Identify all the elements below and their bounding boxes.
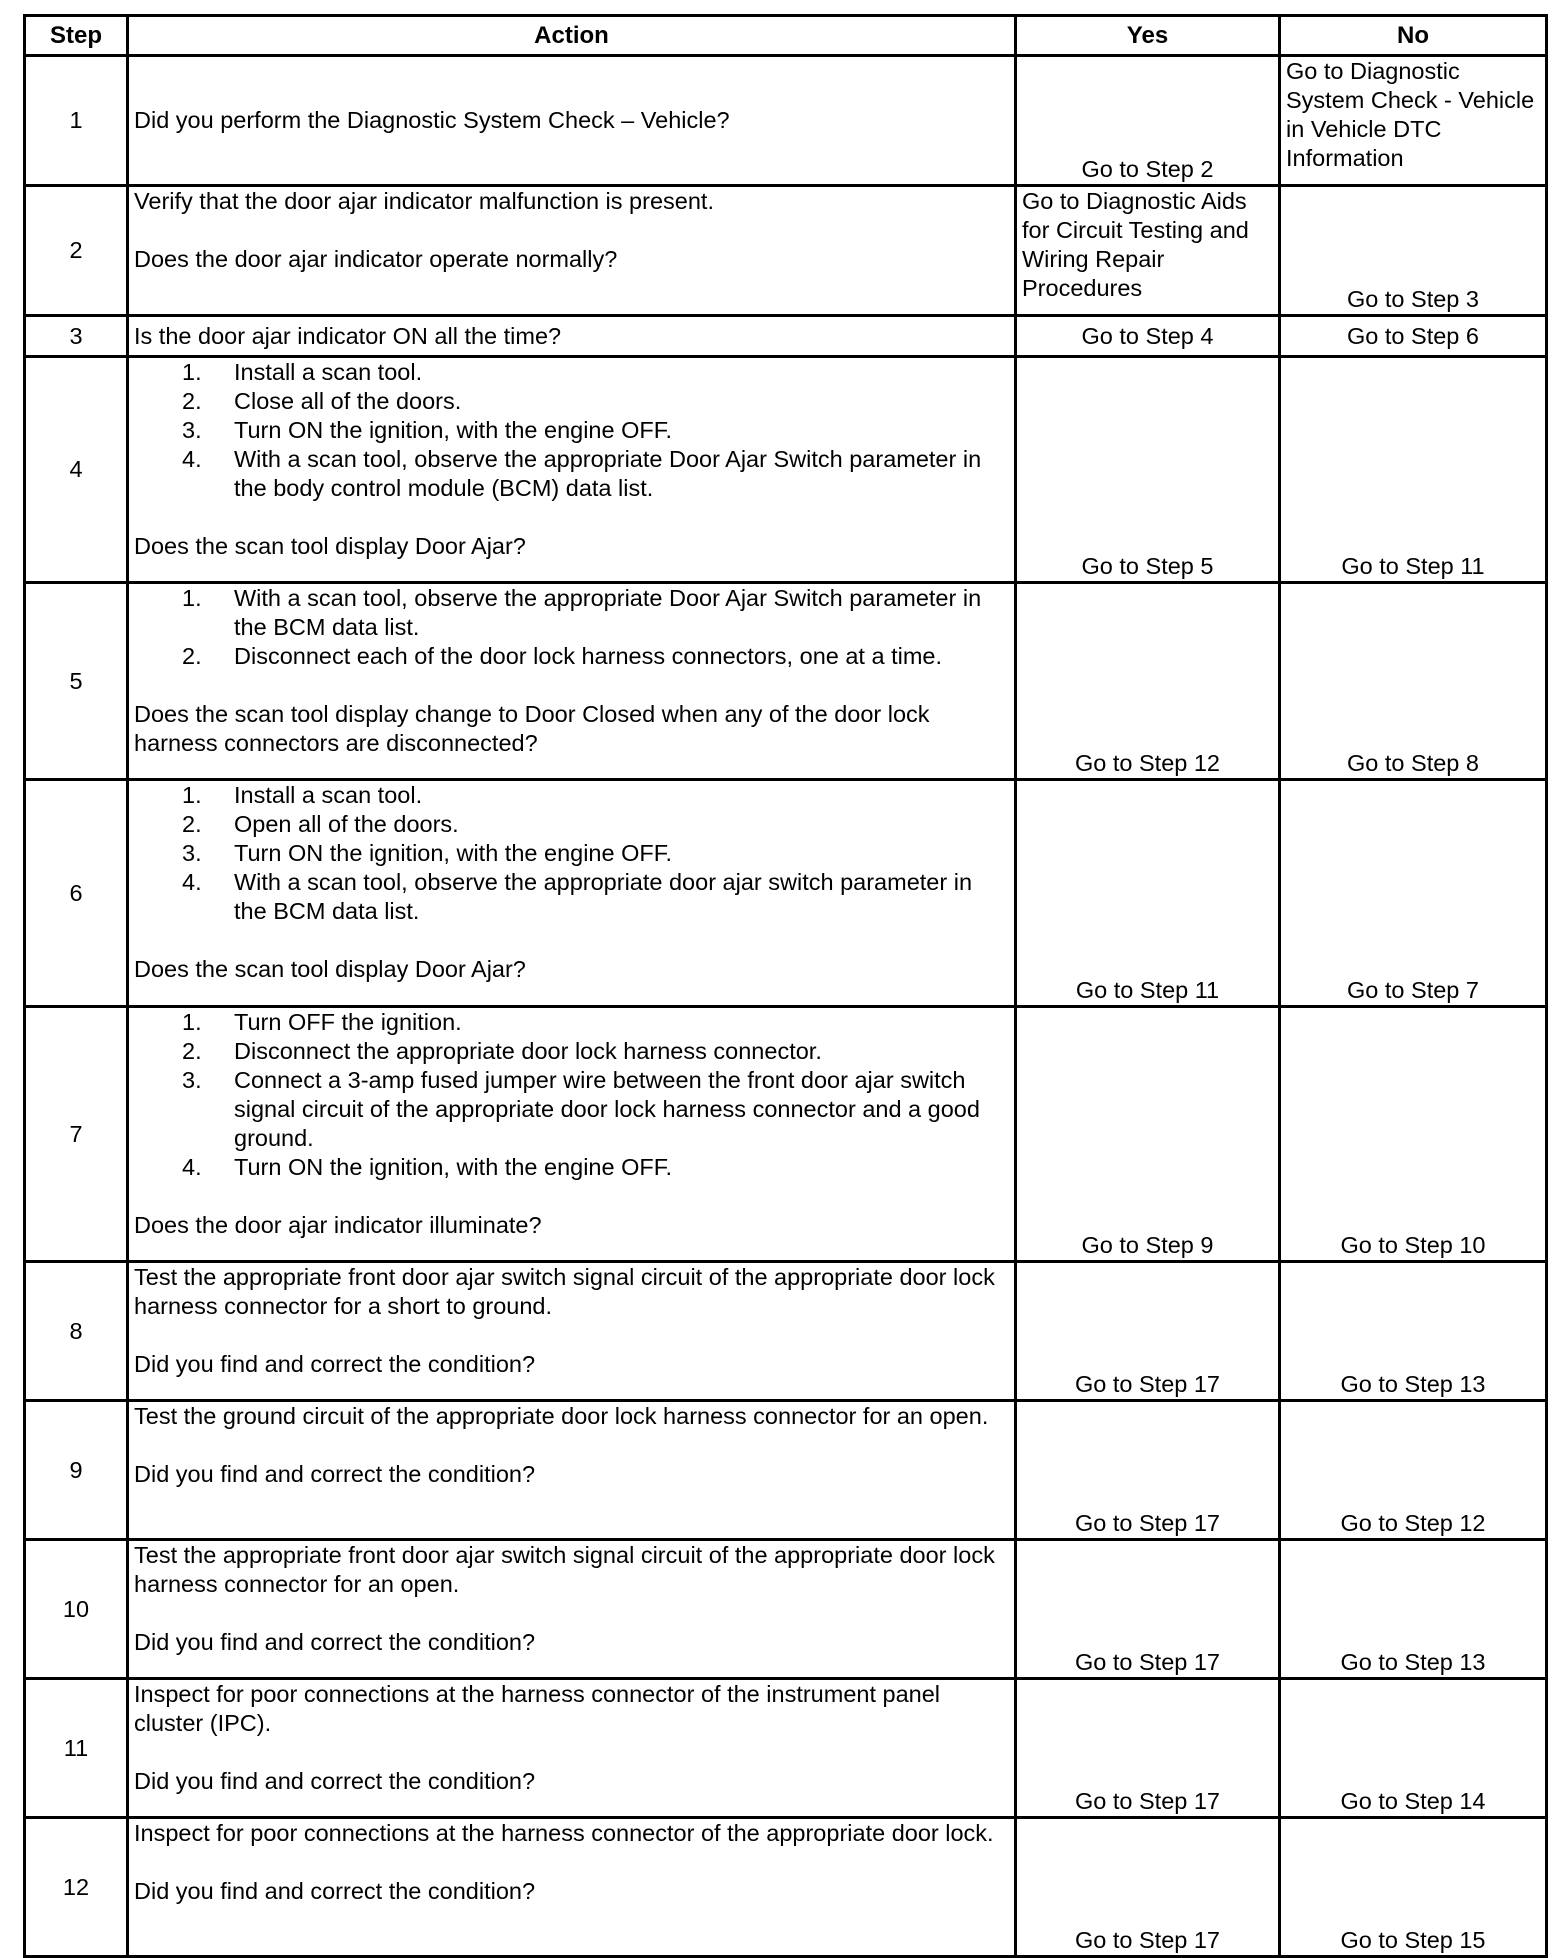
- list-item: 1. Install a scan tool.: [182, 359, 423, 385]
- action-cell: [128, 1262, 1016, 1401]
- yes-cell: Go to Diagnostic Aids for Circuit Testing and Wiring Repair Procedures: [1016, 186, 1280, 316]
- action-question: Does the scan tool display Door Ajar?: [134, 956, 526, 982]
- no-cell: Go to Step 13: [1280, 1262, 1547, 1401]
- list-item: 4. With a scan tool, observe the appropriate door ajar switch parameter in the BCM data list.: [182, 869, 973, 924]
- action-question: Did you find and correct the condition?: [134, 1878, 536, 1904]
- list-item: 3. Turn ON the ignition, with the engine OFF.: [182, 840, 673, 866]
- action-cell: [128, 1818, 1016, 1957]
- action-intro: Test the appropriate front door ajar switch signal circuit of the appropriate door lock harness connector for a short to ground.: [134, 1264, 995, 1319]
- no-cell: Go to Step 11: [1280, 357, 1547, 583]
- action-cell: [128, 1007, 1016, 1262]
- action-cell: [128, 780, 1016, 1007]
- list-item: 2. Disconnect each of the door lock harness connectors, one at a time.: [182, 643, 943, 669]
- step-number: 11: [25, 1679, 128, 1818]
- action-intro: Inspect for poor connections at the harness connector of the instrument panel cluster (IPC).: [134, 1681, 941, 1736]
- yes-cell: Go to Step 2: [1016, 56, 1280, 186]
- action-cell: [128, 56, 1016, 186]
- action-question: Does the door ajar indicator operate normally?: [134, 246, 618, 272]
- action-question: Did you find and correct the condition?: [134, 1461, 536, 1487]
- yes-cell: Go to Step 17: [1016, 1262, 1280, 1401]
- action-cell: [128, 186, 1016, 316]
- action-question: Does the scan tool display Door Ajar?: [134, 533, 526, 559]
- step-number: 12: [25, 1818, 128, 1957]
- list-item: 1. Install a scan tool.: [182, 782, 423, 808]
- step-number: 3: [25, 316, 128, 357]
- diagnostic-table: [23, 14, 1548, 1958]
- action-question: Does the scan tool display change to Door Closed when any of the door lock harness connectors are disconnected?: [134, 701, 930, 756]
- table-row: [25, 56, 1547, 186]
- action-question: Is the door ajar indicator ON all the time?: [134, 322, 562, 349]
- table-row: [25, 357, 1547, 583]
- step-number: 9: [25, 1401, 128, 1540]
- action-cell: [128, 1540, 1016, 1679]
- table-row: [25, 583, 1547, 780]
- yes-cell: Go to Step 11: [1016, 780, 1280, 1007]
- yes-cell: Go to Step 17: [1016, 1540, 1280, 1679]
- header-yes: Yes: [1016, 16, 1280, 56]
- yes-cell: Go to Step 4: [1016, 316, 1280, 357]
- step-number: 1: [25, 56, 128, 186]
- table-row: [25, 780, 1547, 1007]
- action-intro: Test the appropriate front door ajar switch signal circuit of the appropriate door lock harness connector for an open.: [134, 1542, 995, 1597]
- action-intro: Test the ground circuit of the appropriate door lock harness connector for an open.: [134, 1403, 989, 1429]
- action-question: Did you perform the Diagnostic System Check – Vehicle?: [134, 107, 730, 133]
- step-number: 10: [25, 1540, 128, 1679]
- yes-cell: Go to Step 5: [1016, 357, 1280, 583]
- action-steps: [134, 1008, 1009, 1182]
- table-row: [25, 1540, 1547, 1679]
- action-cell: [128, 1679, 1016, 1818]
- action-cell: [128, 1401, 1016, 1540]
- step-number: 2: [25, 186, 128, 316]
- table-row: [25, 1262, 1547, 1401]
- header-no: No: [1280, 16, 1547, 56]
- list-item: 4. Turn ON the ignition, with the engine OFF.: [182, 1154, 673, 1180]
- table-row: [25, 316, 1547, 357]
- list-item: 3. Turn ON the ignition, with the engine OFF.: [182, 417, 673, 443]
- action-steps: [134, 358, 1009, 503]
- action-steps: [134, 584, 1009, 671]
- action-intro: Verify that the door ajar indicator malfunction is present.: [134, 188, 714, 214]
- action-cell: [128, 357, 1016, 583]
- step-number: 6: [25, 780, 128, 1007]
- list-item: 2. Disconnect the appropriate door lock harness connector.: [182, 1038, 822, 1064]
- step-number: 7: [25, 1007, 128, 1262]
- yes-cell: Go to Step 17: [1016, 1401, 1280, 1540]
- table-row: [25, 186, 1547, 316]
- action-steps: [134, 781, 1009, 926]
- list-item: 4. With a scan tool, observe the appropriate Door Ajar Switch parameter in the body control module (BCM) data list.: [182, 446, 982, 501]
- no-cell: Go to Step 15: [1280, 1818, 1547, 1957]
- no-cell: Go to Diagnostic System Check - Vehicle in Vehicle DTC Information: [1280, 56, 1547, 186]
- action-question: Does the door ajar indicator illuminate?: [134, 1212, 542, 1238]
- no-cell: Go to Step 13: [1280, 1540, 1547, 1679]
- no-cell: Go to Step 10: [1280, 1007, 1547, 1262]
- no-cell: Go to Step 3: [1280, 186, 1547, 316]
- table-row: [25, 1401, 1547, 1540]
- no-cell: Go to Step 8: [1280, 583, 1547, 780]
- header-row: [25, 16, 1547, 56]
- no-cell: Go to Step 12: [1280, 1401, 1547, 1540]
- table-row: [25, 1679, 1547, 1818]
- step-number: 8: [25, 1262, 128, 1401]
- action-cell: [128, 316, 1016, 357]
- list-item: 2. Open all of the doors.: [182, 811, 459, 837]
- no-cell: Go to Step 14: [1280, 1679, 1547, 1818]
- action-intro: Inspect for poor connections at the harness connector of the appropriate door lock.: [134, 1820, 994, 1846]
- yes-cell: Go to Step 12: [1016, 583, 1280, 780]
- header-action: Action: [128, 16, 1016, 56]
- list-item: 2. Close all of the doors.: [182, 388, 462, 414]
- action-question: Did you find and correct the condition?: [134, 1351, 536, 1377]
- table-row: [25, 1818, 1547, 1957]
- step-number: 5: [25, 583, 128, 780]
- yes-cell: Go to Step 9: [1016, 1007, 1280, 1262]
- action-question: Did you find and correct the condition?: [134, 1629, 536, 1655]
- action-cell: [128, 583, 1016, 780]
- no-cell: Go to Step 7: [1280, 780, 1547, 1007]
- header-step: Step: [25, 16, 128, 56]
- action-question: Did you find and correct the condition?: [134, 1768, 536, 1794]
- yes-cell: Go to Step 17: [1016, 1679, 1280, 1818]
- list-item: 3. Connect a 3-amp fused jumper wire between the front door ajar switch signal circuit of the appropriate door lock harness connector and a good ground.: [182, 1067, 980, 1151]
- no-cell: Go to Step 6: [1280, 316, 1547, 357]
- list-item: 1. Turn OFF the ignition.: [182, 1009, 462, 1035]
- yes-cell: Go to Step 17: [1016, 1818, 1280, 1957]
- list-item: 1. With a scan tool, observe the appropriate Door Ajar Switch parameter in the BCM data list.: [182, 585, 982, 640]
- step-number: 4: [25, 357, 128, 583]
- table-row: [25, 1007, 1547, 1262]
